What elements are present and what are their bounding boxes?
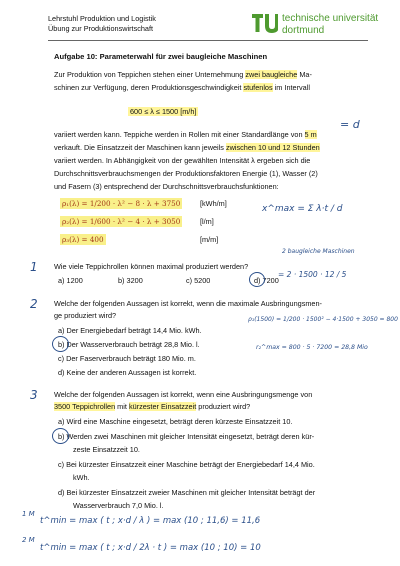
task-line5: variiert werden. In Abhängigkeit von der gewählten Intensität λ ergeben sich die	[54, 156, 311, 165]
logo-text1: technische universität	[282, 13, 379, 24]
hw-xmax: x^max = Σ λ·t / d	[262, 204, 343, 214]
task-line4: verkauft. Die Einsatzzeit der Maschinen kann jeweils zwischen 10 und 12 Stunden	[54, 143, 320, 152]
hw-two-machines: 2 baugleiche Maschinen	[282, 248, 355, 255]
task-line7: und Fasern (3) entsprechend der Durchschnittsverbrauchsfunktionen:	[54, 182, 279, 191]
q3-answer-circle	[52, 428, 69, 444]
q2-answer-circle	[52, 336, 69, 352]
formula-energy: ρ₁(λ) = 1/200 · λ² − 8 · λ + 3750	[62, 199, 181, 208]
tu-logo-icon	[252, 12, 278, 36]
hw-p1-calc: ρ₁(1500) = 1/200 · 1500² − 4·1500 + 3050 = 800	[248, 316, 398, 323]
q3-text2: 3500 Teppichrollen mit kürzester Einsatzzeit produziert wird?	[54, 402, 251, 411]
header-line2: Übung zur Produktionswirtschaft	[48, 24, 154, 33]
q2-option-c: c) Der Faserverbrauch beträgt 180 Mio. m.	[58, 354, 196, 363]
hw-calc1: = 2 · 1500 · 12 / 5	[278, 270, 347, 279]
header-divider	[48, 40, 368, 41]
q3-option-d2: Wasserverbrauch 7,0 Mio. l.	[73, 501, 164, 510]
hw-1m-calc: t^min = max ( t ; x·d / λ ) = max (10 ; 11,6) = 11,6	[40, 516, 261, 526]
logo-text2: dortmund	[282, 25, 325, 36]
unit-energy: [kWh/m]	[200, 199, 227, 208]
unit-fiber: [m/m]	[200, 235, 219, 244]
q3-option-a: a) Wird eine Maschine eingesetzt, beträgt deren kürzeste Einsatzzeit 10.	[58, 417, 293, 426]
q1-option-b: b) 3200	[118, 276, 143, 285]
hw-2m-calc: t^min = max ( t ; x·d / 2λ · t ) = max (10 ; 10) = 10	[40, 543, 261, 553]
header-line1: Lehrstuhl Produktion und Logistik	[48, 14, 156, 23]
q3-text1: Welche der folgenden Aussagen ist korrekt, wenn eine Ausbringungsmenge von	[54, 390, 313, 399]
q1-option-a: a) 1200	[58, 276, 83, 285]
task-line2: schinen zur Verfügung, deren Produktionsgeschwindigkeit stufenlos im Intervall	[54, 83, 310, 92]
q3-option-b2: zeste Einsatzzeit 10.	[73, 445, 140, 454]
university-logo	[252, 10, 379, 38]
q2-option-b: b) Der Wasserverbrauch beträgt 28,8 Mio. l.	[58, 340, 200, 349]
task-title: Aufgabe 10: Parameterwahl für zwei baugleiche Maschinen	[54, 52, 268, 61]
q2-text2: ge produziert wird?	[54, 311, 117, 320]
hw-number-3: 3	[30, 388, 38, 402]
q1-option-d: d) 7200	[254, 276, 279, 285]
hw-number-2: 2	[30, 297, 38, 311]
hw-eq-d: = d	[340, 118, 360, 131]
q3-option-c2: kWh.	[73, 473, 90, 482]
q1-answer-circle	[249, 272, 265, 287]
q1-text: Wie viele Teppichrollen können maximal produziert werden?	[54, 262, 249, 271]
task-line6: Durchschnittsverbrauchsmengen der Produktionsfaktoren Energie (1), Wasser (2)	[54, 169, 318, 178]
hw-2m-label: 2 M	[22, 536, 35, 544]
formula-fiber: ρ₃(λ) = 400	[62, 235, 104, 244]
unit-water: [l/m]	[200, 217, 214, 226]
hw-number-1: 1	[30, 260, 38, 274]
q3-option-d1: d) Bei kürzester Einsatzzeit zweier Maschinen mit gleicher Intensität beträgt der	[58, 488, 316, 497]
hw-1m-label: 1 M	[22, 510, 35, 518]
interval: 600 ≤ λ ≤ 1500 [m/h]	[130, 107, 197, 116]
formula-water: ρ₂(λ) = 1/600 · λ² − 4 · λ + 3050	[62, 217, 181, 226]
task-line1: Zur Produktion von Teppichen stehen einer Unternehmung zwei baugleiche Ma-	[54, 70, 312, 79]
q3-option-b1: b) Werden zwei Maschinen mit gleicher Intensität eingesetzt, beträgt deren kür-	[58, 432, 315, 441]
q2-text1: Welche der folgenden Aussagen ist korrekt, wenn die maximale Ausbringungsmen-	[54, 299, 322, 308]
task-line3: variiert werden kann. Teppiche werden in Rollen mit einer Standardlänge von 5 m	[54, 130, 317, 139]
q3-option-c1: c) Bei kürzester Einsatzzeit einer Maschine beträgt der Energiebedarf 14,4 Mio.	[58, 460, 315, 469]
q1-option-c: c) 5200	[186, 276, 211, 285]
hw-r2max: r₂^max = 800 · 5 · 7200 = 28,8 Mio	[256, 344, 368, 351]
q2-option-d: d) Keine der anderen Aussagen ist korrekt.	[58, 368, 197, 377]
q2-option-a: a) Der Energiebedarf beträgt 14,4 Mio. kWh.	[58, 326, 202, 335]
